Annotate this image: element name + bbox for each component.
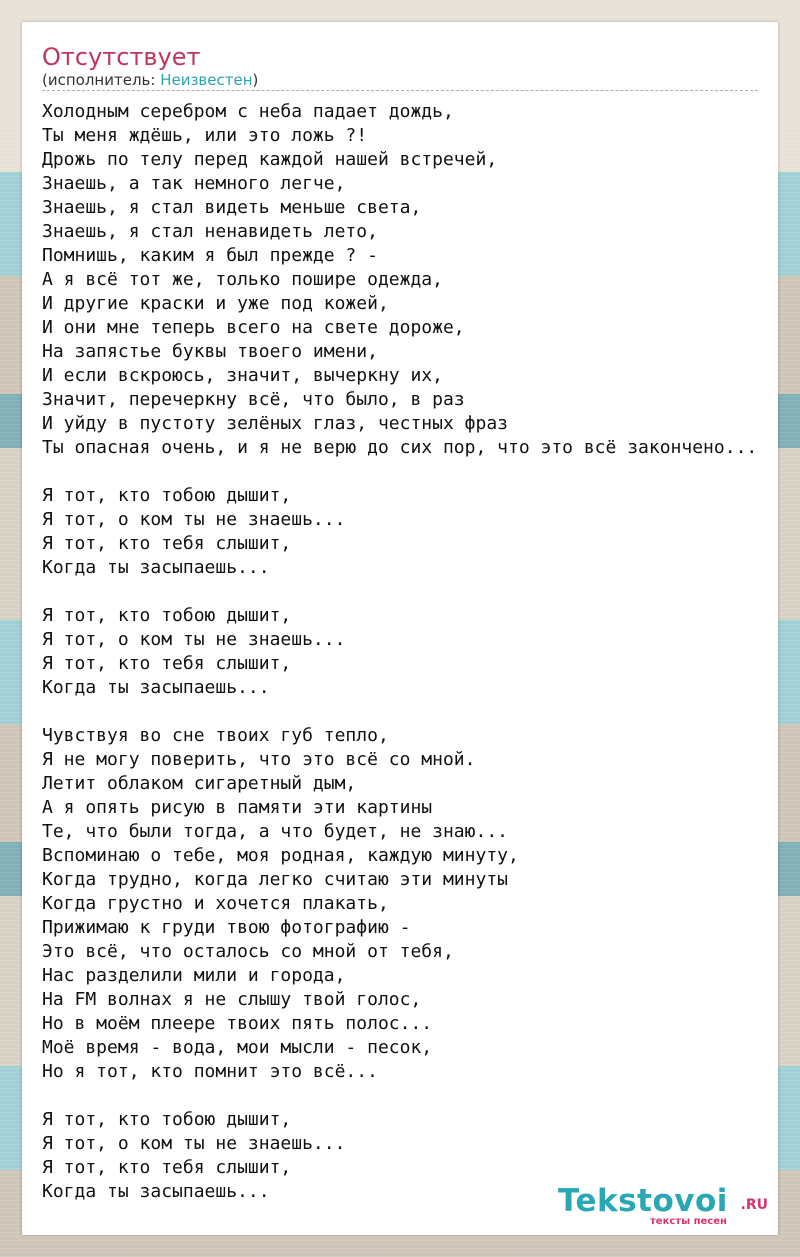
logo-wordmark: Tekstovoi xyxy=(558,1183,728,1219)
song-title: Отсутствует xyxy=(42,43,201,71)
site-logo[interactable] xyxy=(558,1183,768,1227)
artist-link[interactable]: Неизвестен xyxy=(160,71,253,89)
artist-line xyxy=(42,70,258,90)
logo-tld: .RU xyxy=(740,1197,768,1213)
lyrics-card xyxy=(22,22,778,1235)
artist-prefix: (исполнитель: xyxy=(42,71,161,89)
header-divider xyxy=(42,90,758,91)
logo-tagline: тексты песен xyxy=(650,1216,727,1227)
lyrics-text: Холодным серебром с неба падает дождь, Ты меня ждёшь, или это ложь ?! Дрожь по телу перед каждой нашей встречей, Знаешь, а так немного легче, Знаешь, я стал видеть меньше света, Знаешь, я стал ненавидеть лето, Помнишь, каким я был прежде ? - А я всё тот же, только пошире одежда, И другие краски и уже под кожей, И они мне теперь всего на свете дороже, На запястье буквы твоего имени, И если вскроюсь, значит, вычеркну их, Значит, перечеркну всё, что было, в раз И уйду в пустоту зелёных глаз, честных фраз Ты опасная очень, и я не верю до сих пор, что это всё закончено... Я тот, кто тобою дышит, Я тот, о ком ты не знаешь... Я тот, кто тебя слышит, Когда ты засыпаешь... Я тот, кто тобою дышит, Я тот, о ком ты не знаешь... Я тот, кто тебя слышит, Когда ты засыпаешь... Чувствуя во сне твоих губ тепло, Я не могу поверить, что это всё со мной. Летит облаком сигаретный дым, А я опять рисую в памяти эти картины Те, что были тогда, а что будет, не знаю... Вспоминаю о тебе, моя родная, каждую минуту, Когда трудно, когда легко считаю эти минуты Когда грустно и хочется плакать, Прижимаю к груди твою фотографию - Это всё, что осталось со мной от тебя, Нас разделили мили и города, На FM волнах я не слышу твой голос, Но в моём плеере твоих пять полос... Моё время - вода, мои мысли - песок, Но я тот, кто помнит это всё... Я тот, кто тобою дышит, Я тот, о ком ты не знаешь... Я тот, кто тебя слышит, Когда ты засыпаешь... xyxy=(42,101,758,1202)
artist-suffix: ) xyxy=(252,71,259,89)
